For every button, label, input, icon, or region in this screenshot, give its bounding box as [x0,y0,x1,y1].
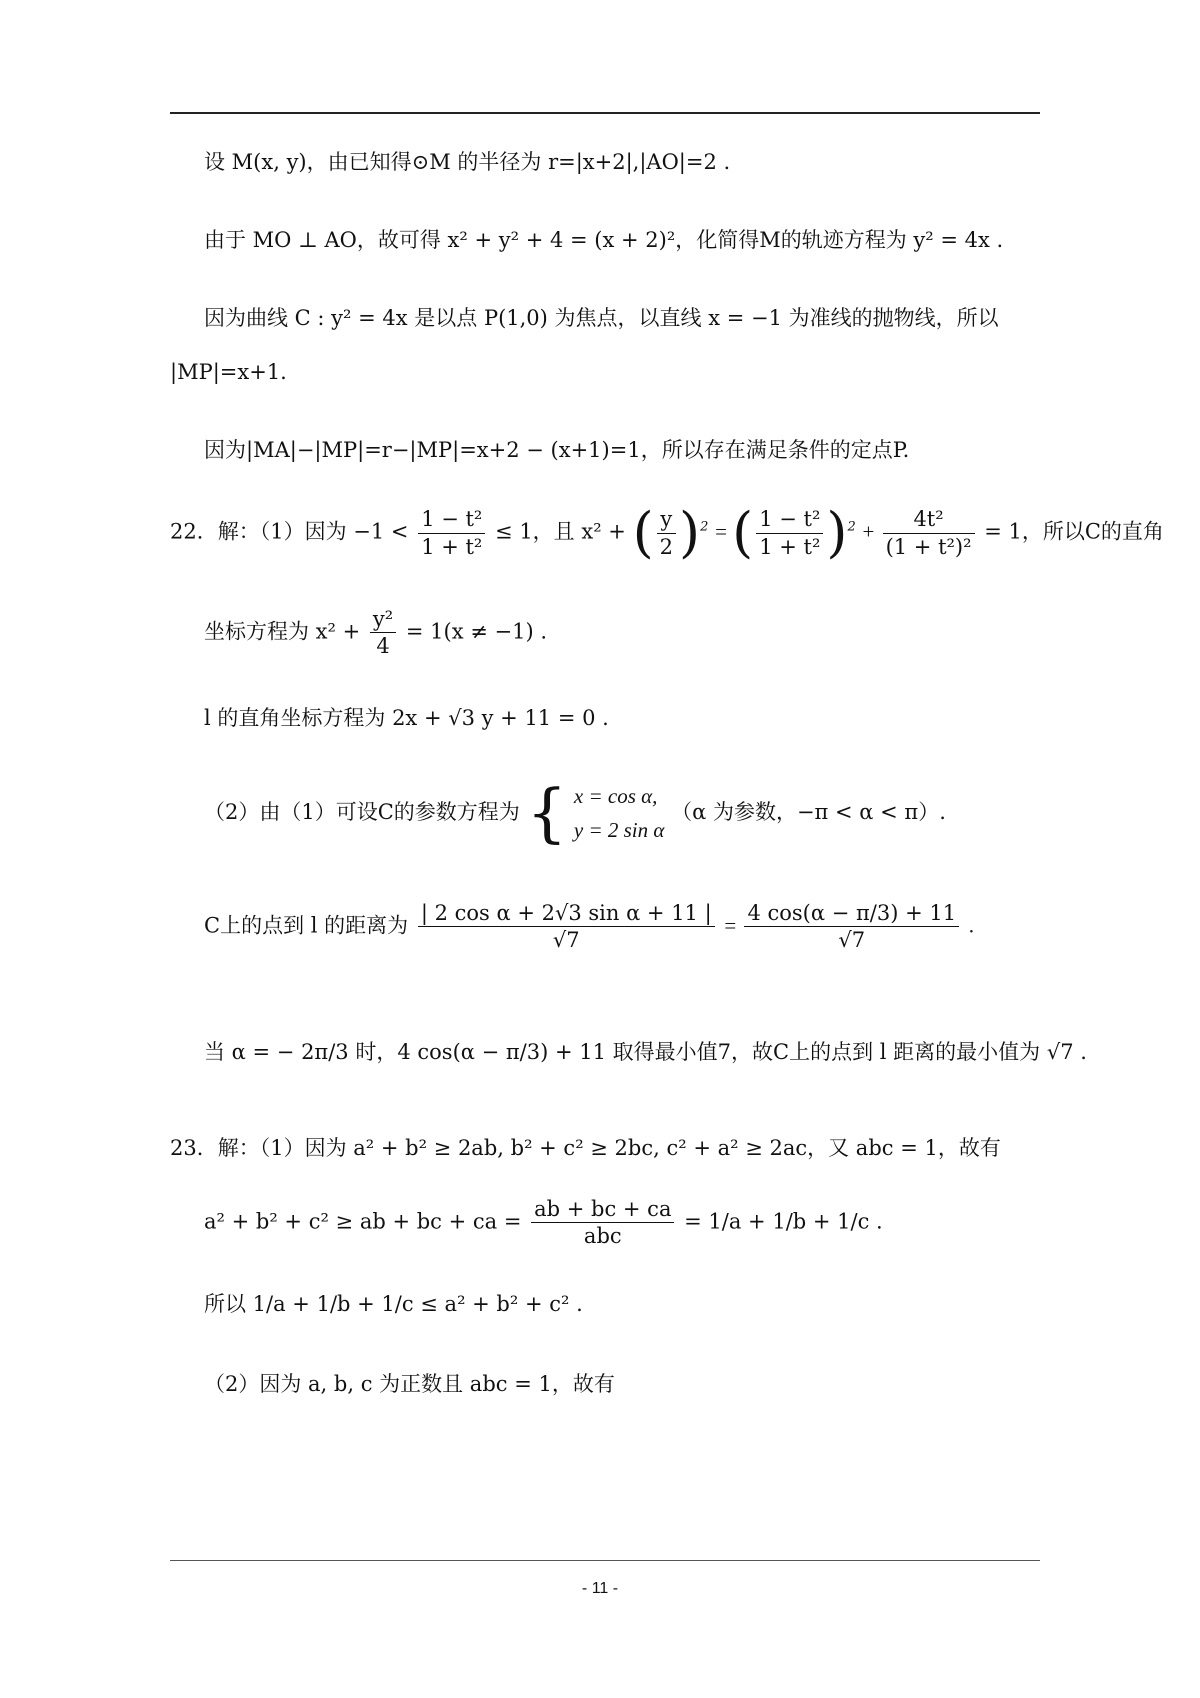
l13-suffix: = 1/a + 1/b + 1/c . [684,1209,883,1234]
frac-num: 1 − t² [756,506,823,533]
text-line-8: l 的直角坐标方程为 2x + √3 y + 11 = 0 . [204,706,609,730]
text-line-5: 因为|MA|−|MP|=r−|MP|=x+2 − (x+1)=1，所以存在满足条件的定点P. [204,438,910,462]
problem-22-line: 22．解：（1）因为 −1 < $\frac{\text{1 − t²}}{\text{1 + t²}}$ ≤ 1，且 x² + ( $\frac{y}{2}$ )$^2$ = ( $\frac{\text{1 − t²}}{\text{1 + t²}}$ )$^2$ + $\frac{\text{4t²}}{\text{(1 + t²)²}}$ = 1，所以C的直角 [170,501,1164,564]
distance-fraction-1 [418,900,715,954]
page-number: - 11 - [581,1580,619,1597]
frac-den: abc [583,1224,622,1249]
paren-close: ) [679,501,701,564]
text-line-13 [204,1196,883,1250]
frac-num: 1 − t² [418,506,485,533]
paren-open: ( [632,501,654,564]
l9-suffix: （α 为参数，−π < α < π）. [671,800,946,825]
footer-rule [170,1560,1040,1561]
l10-prefix: C上的点到 l 的距离为 [204,913,409,938]
text-line-4: |MP|=x+1. [170,360,287,384]
l7-suffix: = 1(x ≠ −1) . [405,619,548,644]
frac-den: 4 [376,634,390,659]
fraction-1-minus-t2 [418,506,485,560]
text-line-14: 所以 1/a + 1/b + 1/c ≤ a² + b² + c² . [204,1292,583,1316]
p22-mid1: ≤ 1，且 x² + [495,519,626,544]
paren-open: ( [732,501,754,564]
problem-23-line: 23．解：（1）因为 a² + b² ≥ 2ab, b² + c² ≥ 2bc, c² + a² ≥ 2ac，又 abc = 1，故有 [170,1136,1001,1160]
paren-close: ) [826,501,848,564]
frac-num: ab + bc + ca [531,1196,674,1223]
l13-prefix: a² + b² + c² ≥ ab + bc + ca = [204,1209,522,1234]
p22-prefix: 22．解：（1）因为 −1 < [170,519,409,544]
sys-eq-2: y = 2 sin α [573,817,665,842]
l9-prefix: （2）由（1）可设C的参数方程为 [204,800,520,825]
p22-suffix: = 1，所以C的直角 [984,519,1164,544]
frac-den: √7 [552,928,580,953]
fraction-y2-over-4 [370,606,396,660]
text-line-7 [204,606,547,660]
distance-fraction-2 [744,900,959,954]
fraction-abc [531,1196,674,1250]
sys-eq-1: x = cos α, [573,784,658,808]
text-line-9 [204,776,946,851]
frac-num: y² [370,606,396,633]
frac-den: (1 + t²)² [885,534,972,559]
l7-prefix: 坐标方程为 x² + [204,619,361,644]
header-rule [170,112,1040,114]
text-line-15: （2）因为 a, b, c 为正数且 abc = 1，故有 [204,1372,615,1396]
frac-den: 1 + t² [421,534,483,559]
frac-num: | 2 cos α + 2√3 sin α + 11 | [418,900,715,927]
frac-den: √7 [838,928,866,953]
fraction-y-over-2 [657,506,676,560]
text-line-3: 因为曲线 C : y² = 4x 是以点 P(1,0) 为焦点，以直线 x = −1 为准线的抛物线，所以 [204,306,999,330]
text-line-11: 当 α = − 2π/3 时，4 cos(α − π/3) + 11 取得最小值7，故C上的点到 l 距离的最小值为 √7 . [204,1040,1087,1064]
frac-den: 2 [659,534,674,559]
text-line-10: C上的点到 l 的距离为 $\frac{\text{| 2 cos α + 2√3 sin α + 11 |}}{√7}$ = $\frac{4 \cos(\alpha - \pi/3) + 11}{√7}$ . [204,901,975,953]
frac-num: 4t² [883,506,975,533]
text-line-2: 由于 MO ⊥ AO，故可得 x² + y² + 4 = (x + 2)²，化简得M的轨迹方程为 y² = 4x . [204,228,1004,252]
frac-den: 1 + t² [759,534,821,559]
fraction-4t2 [883,506,975,560]
fraction-1-minus-t2-sq [756,506,823,560]
frac-num: y [657,506,676,533]
brace-icon: { [526,776,568,851]
parametric-system [574,780,665,847]
text-line-1: 设 M(x, y)，由已知得⊙M 的半径为 r=|x+2|,|AO|=2 . [204,150,731,174]
frac-num: 4 cos(α − π/3) + 11 [744,900,959,927]
